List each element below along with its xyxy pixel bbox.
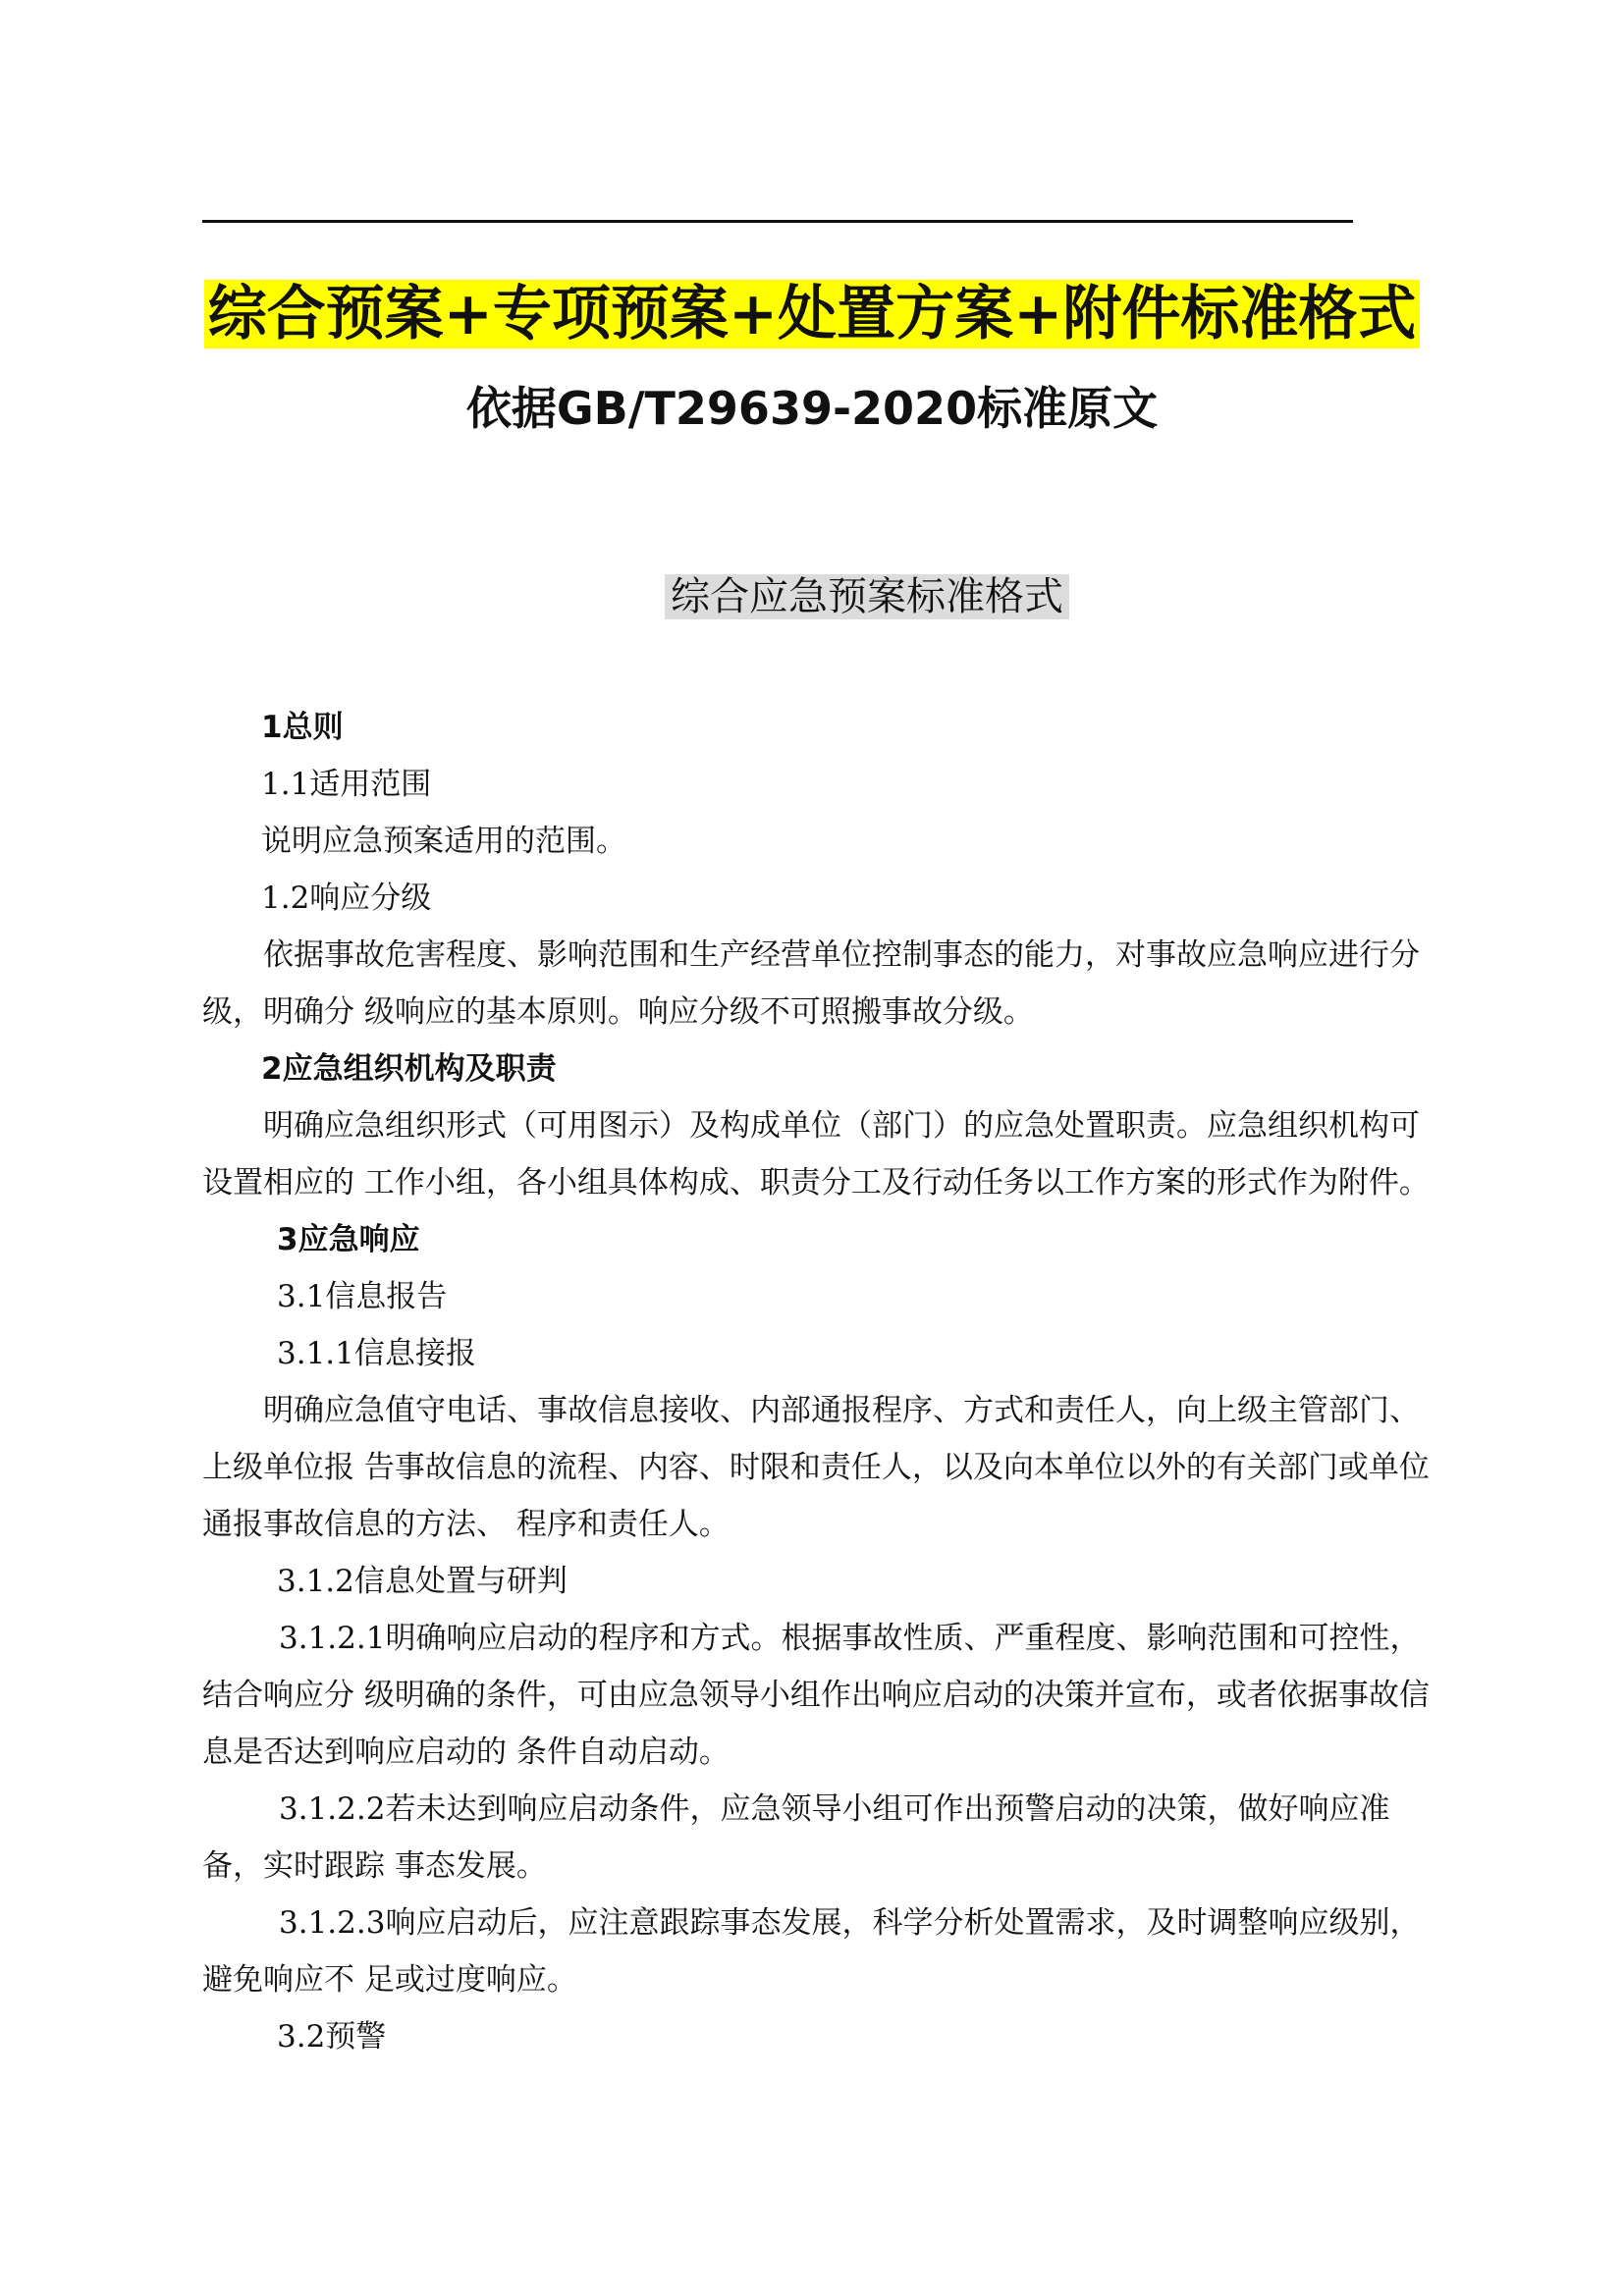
heading-general: 1总则 — [261, 710, 344, 745]
paragraph-response-level: 依据事故危害程度、影响范围和生产经营单位控制事态的能力，对事故应急响应进行分级，明确分 级响应的基本原则。响应分级不可照搬事故分级。 — [202, 937, 1420, 1030]
heading-response-level: 1.2响应分级 — [261, 881, 432, 916]
main-title-text: 综合预案+专项预案+处置方案+附件标准格式 — [204, 280, 1421, 348]
paragraph-info-receive: 明确应急值守电话、事故信息接收、内部通报程序、方式和责任人，向上级主管部门、上级单位报 告事故信息的流程、内容、时限和责任人，以及向本单位以外的有关部门或单位通报事故信息的方法、 程序和责任人。 — [202, 1393, 1430, 1542]
heading-emergency-response: 3应急响应 — [277, 1222, 420, 1257]
paragraph-3-1-2-2: 3.1.2.2若未达到响应启动条件，应急领导小组可作出预警启动的决策，做好响应准备，实时跟踪 事态发展。 — [202, 1791, 1390, 1884]
paragraph-3-1-2-3: 3.1.2.3响应启动后，应注意跟踪事态发展，科学分析处置需求，及时调整响应级别，避免响应不 足或过度响应。 — [202, 1905, 1421, 1998]
heading-info-receive: 3.1.1信息接报 — [277, 1336, 476, 1371]
heading-scope: 1.1适用范围 — [261, 767, 432, 802]
section-title — [0, 569, 1624, 624]
paragraph-scope: 说明应急预案适用的范围。 — [261, 824, 626, 859]
top-rule — [202, 220, 1353, 223]
document-sub-title: 依据GB/T29639-2020标准原文 — [465, 382, 1159, 435]
paragraph-3-1-2-1: 3.1.2.1明确响应启动的程序和方式。根据事故性质、严重程度、影响范围和可控性，结合响应分 级明确的条件，可由应急领导小组作出响应启动的决策并宣布，或者依据事故信息是否达到响应启动的 条件自动启动。 — [202, 1621, 1430, 1770]
heading-warning: 3.2预警 — [277, 2019, 387, 2055]
heading-info-report: 3.1信息报告 — [277, 1279, 448, 1314]
paragraph-organization: 明确应急组织形式（可用图示）及构成单位（部门）的应急处置职责。应急组织机构可设置相应的 工作小组，各小组具体构成、职责分工及行动任务以工作方案的形式作为附件。 — [202, 1108, 1430, 1201]
document-body — [202, 699, 1441, 2065]
heading-organization: 2应急组织机构及职责 — [261, 1051, 557, 1087]
heading-info-process: 3.1.2信息处置与研判 — [277, 1564, 568, 1599]
section-title-text: 综合应急预案标准格式 — [665, 574, 1069, 619]
document-main-title — [0, 275, 1624, 353]
